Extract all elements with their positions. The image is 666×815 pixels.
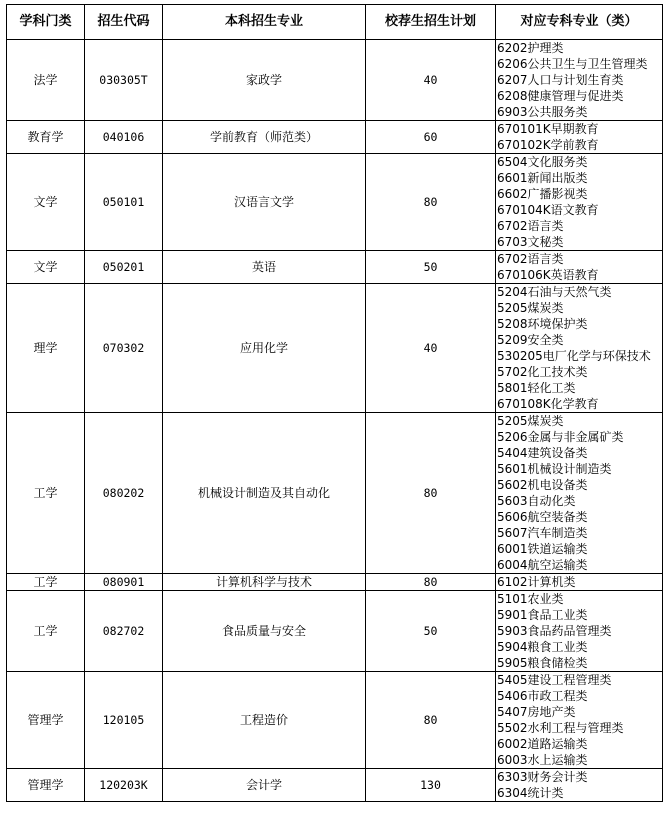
code-cell: 120203K xyxy=(85,769,163,802)
plan-cell: 60 xyxy=(366,121,496,154)
related-major-item: 6304统计类 xyxy=(497,786,564,800)
related-major-item: 5903食品药品管理类 xyxy=(497,624,612,638)
major-cell: 家政学 xyxy=(163,40,366,121)
table-row xyxy=(7,591,663,672)
related-major-item: 530205电厂化学与环保技术 xyxy=(497,349,651,363)
plan-cell: 40 xyxy=(366,40,496,121)
related-majors-cell xyxy=(496,413,663,574)
related-major-item: 6202护理类 xyxy=(497,41,564,55)
code-cell: 070302 xyxy=(85,284,163,413)
major-cell: 工程造价 xyxy=(163,672,366,769)
related-major-item: 5204石油与天然气类 xyxy=(497,285,612,299)
table-row xyxy=(7,769,663,802)
category-cell: 工学 xyxy=(7,591,85,672)
category-cell: 理学 xyxy=(7,284,85,413)
related-majors-cell xyxy=(496,40,663,121)
related-major-item: 5206金属与非金属矿类 xyxy=(497,430,624,444)
related-major-item: 6903公共服务类 xyxy=(497,105,588,119)
major-cell: 会计学 xyxy=(163,769,366,802)
related-majors-cell xyxy=(496,591,663,672)
code-cell: 120105 xyxy=(85,672,163,769)
related-major-item: 670104K语文教育 xyxy=(497,203,599,217)
table-row xyxy=(7,121,663,154)
related-major-item: 6303财务会计类 xyxy=(497,770,588,784)
related-major-item: 5702化工技术类 xyxy=(497,365,588,379)
plan-cell: 50 xyxy=(366,251,496,284)
related-majors-cell xyxy=(496,769,663,802)
related-major-item: 6001铁道运输类 xyxy=(497,542,588,556)
code-cell: 082702 xyxy=(85,591,163,672)
related-major-item: 5904粮食工业类 xyxy=(497,640,588,654)
major-cell: 英语 xyxy=(163,251,366,284)
related-major-item: 5208环境保护类 xyxy=(497,317,588,331)
category-cell: 文学 xyxy=(7,154,85,251)
plan-cell: 80 xyxy=(366,413,496,574)
table-row xyxy=(7,251,663,284)
related-major-item: 5905粮食储检类 xyxy=(497,656,588,670)
code-cell: 080901 xyxy=(85,574,163,591)
related-major-item: 670101K早期教育 xyxy=(497,122,599,136)
header-code: 招生代码 xyxy=(85,5,163,40)
related-major-item: 5205煤炭类 xyxy=(497,301,564,315)
related-major-item: 5502水利工程与管理类 xyxy=(497,721,624,735)
related-major-item: 6004航空运输类 xyxy=(497,558,588,572)
plan-cell: 80 xyxy=(366,574,496,591)
plan-cell: 80 xyxy=(366,672,496,769)
related-major-item: 5101农业类 xyxy=(497,592,564,606)
major-cell: 学前教育（师范类） xyxy=(163,121,366,154)
related-major-item: 6102计算机类 xyxy=(497,575,576,589)
plan-cell: 130 xyxy=(366,769,496,802)
plan-cell: 40 xyxy=(366,284,496,413)
related-major-item: 6703文秘类 xyxy=(497,235,564,249)
related-major-item: 670108K化学教育 xyxy=(497,397,599,411)
related-major-item: 5901食品工业类 xyxy=(497,608,588,622)
category-cell: 工学 xyxy=(7,574,85,591)
related-major-item: 6207人口与计划生育类 xyxy=(497,73,624,87)
major-cell: 应用化学 xyxy=(163,284,366,413)
table-row xyxy=(7,284,663,413)
related-major-item: 6003水上运输类 xyxy=(497,753,588,767)
category-cell: 法学 xyxy=(7,40,85,121)
related-major-item: 6702语言类 xyxy=(497,219,564,233)
category-cell: 管理学 xyxy=(7,769,85,802)
related-major-item: 5602机电设备类 xyxy=(497,478,588,492)
enrollment-table xyxy=(6,4,663,802)
related-major-item: 6504文化服务类 xyxy=(497,155,588,169)
header-major: 本科招生专业 xyxy=(163,5,366,40)
related-major-item: 5603自动化类 xyxy=(497,494,576,508)
header-related: 对应专科专业（类） xyxy=(496,5,663,40)
table-row xyxy=(7,154,663,251)
related-major-item: 5801轻化工类 xyxy=(497,381,576,395)
related-majors-cell xyxy=(496,121,663,154)
related-major-item: 5607汽车制造类 xyxy=(497,526,588,540)
related-major-item: 670102K学前教育 xyxy=(497,138,599,152)
category-cell: 文学 xyxy=(7,251,85,284)
major-cell: 计算机科学与技术 xyxy=(163,574,366,591)
related-major-item: 6602广播影视类 xyxy=(497,187,588,201)
related-majors-cell xyxy=(496,251,663,284)
major-cell: 汉语言文学 xyxy=(163,154,366,251)
related-major-item: 5601机械设计制造类 xyxy=(497,462,612,476)
code-cell: 030305T xyxy=(85,40,163,121)
category-cell: 教育学 xyxy=(7,121,85,154)
category-cell: 工学 xyxy=(7,413,85,574)
related-major-item: 6601新闻出版类 xyxy=(497,171,588,185)
related-major-item: 5209安全类 xyxy=(497,333,564,347)
code-cell: 050201 xyxy=(85,251,163,284)
related-major-item: 5405建设工程管理类 xyxy=(497,673,612,687)
related-majors-cell xyxy=(496,672,663,769)
related-major-item: 670106K英语教育 xyxy=(497,268,599,282)
header-row xyxy=(7,5,663,40)
table-row xyxy=(7,413,663,574)
related-major-item: 6206公共卫生与卫生管理类 xyxy=(497,57,648,71)
related-major-item: 5406市政工程类 xyxy=(497,689,588,703)
related-major-item: 5205煤炭类 xyxy=(497,414,564,428)
table-row xyxy=(7,672,663,769)
table-row xyxy=(7,40,663,121)
related-major-item: 6208健康管理与促进类 xyxy=(497,89,624,103)
related-major-item: 6702语言类 xyxy=(497,252,564,266)
related-majors-cell xyxy=(496,154,663,251)
header-category: 学科门类 xyxy=(7,5,85,40)
related-major-item: 5407房地产类 xyxy=(497,705,576,719)
major-cell: 机械设计制造及其自动化 xyxy=(163,413,366,574)
plan-cell: 50 xyxy=(366,591,496,672)
code-cell: 040106 xyxy=(85,121,163,154)
table-row xyxy=(7,574,663,591)
code-cell: 080202 xyxy=(85,413,163,574)
related-major-item: 5606航空装备类 xyxy=(497,510,588,524)
code-cell: 050101 xyxy=(85,154,163,251)
category-cell: 管理学 xyxy=(7,672,85,769)
related-majors-cell xyxy=(496,284,663,413)
plan-cell: 80 xyxy=(366,154,496,251)
related-major-item: 6002道路运输类 xyxy=(497,737,588,751)
major-cell: 食品质量与安全 xyxy=(163,591,366,672)
header-plan: 校荐生招生计划 xyxy=(366,5,496,40)
related-major-item: 5404建筑设备类 xyxy=(497,446,588,460)
related-majors-cell xyxy=(496,574,663,591)
